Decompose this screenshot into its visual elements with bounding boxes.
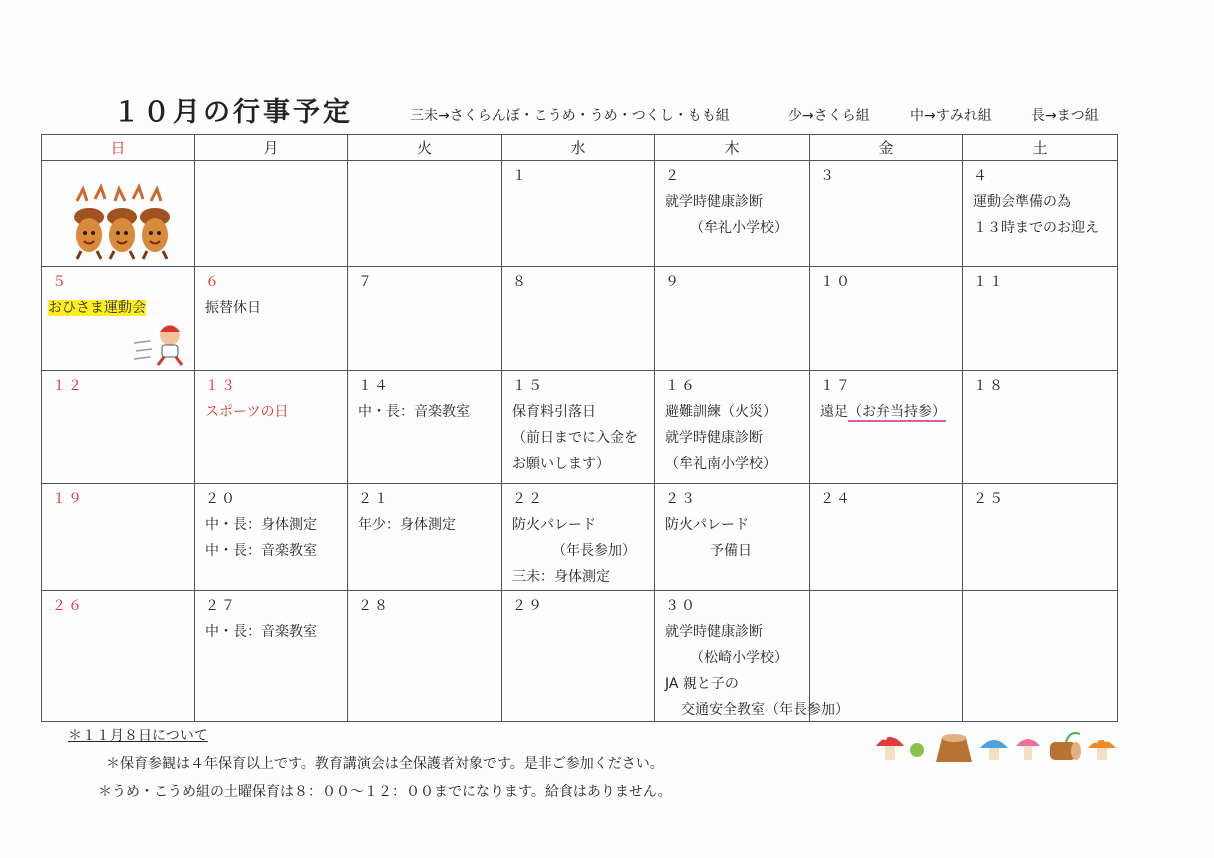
calendar-cell [963, 267, 1118, 371]
calendar-cell [963, 371, 1118, 484]
day-number: １７ [820, 378, 852, 394]
day-number: １ [512, 168, 528, 184]
day-number: ９ [665, 274, 681, 290]
calendar-cell [195, 267, 348, 371]
calendar-cell [810, 161, 963, 267]
event-text: （年長参加） [552, 543, 636, 559]
calendar-cell [655, 591, 849, 722]
calendar-cell [348, 371, 502, 484]
calendar-cell [655, 267, 810, 371]
day-number: ３ [820, 168, 836, 184]
event-text-underlined: （お弁当持参） [848, 404, 946, 420]
day-number: ２４ [820, 491, 852, 507]
weekday-header: 金 [810, 135, 963, 161]
calendar-cell [195, 484, 348, 591]
legend-item: 中→すみれ組 [910, 108, 992, 124]
day-number: ２ [665, 168, 681, 184]
day-number: １３ [205, 378, 237, 394]
event-text: 就学時健康診断 [665, 430, 763, 446]
day-number: ２１ [358, 491, 390, 507]
weekday-header: 日 [42, 135, 195, 161]
day-number: ３０ [665, 598, 697, 614]
calendar-cell [348, 267, 502, 371]
calendar-cell [963, 484, 1118, 591]
calendar-cell [195, 591, 348, 722]
calendar-cell [195, 161, 348, 267]
note-line: ＊保育参観は４年保育以上です。教育講演会は全保護者対象です。是非ご参加ください。 [106, 756, 664, 772]
weekday-header: 土 [963, 135, 1118, 161]
day-number: １５ [512, 378, 544, 394]
event-text: JA 親と子の [665, 676, 739, 692]
event-text: 交通安全教室（年長参加） [681, 702, 849, 718]
event-text: 防火パレード [665, 517, 749, 533]
legend-item: 長→まつ組 [1031, 108, 1099, 124]
day-number: ２７ [205, 598, 237, 614]
calendar-cell [810, 267, 963, 371]
event-text: 中・長：音楽教室 [205, 543, 317, 559]
event-text: （牟礼南小学校） [665, 456, 777, 472]
calendar-cell [963, 591, 1118, 722]
calendar-cell [42, 591, 195, 722]
day-number: ２３ [665, 491, 697, 507]
day-number: １６ [665, 378, 697, 394]
week-row [42, 591, 1118, 722]
weekday-header: 月 [195, 135, 348, 161]
event-text: 避難訓練（火災） [665, 404, 777, 420]
week-row [42, 161, 1118, 267]
calendar-cell [810, 371, 963, 484]
calendar-cell [502, 484, 655, 591]
weekday-header: 水 [502, 135, 655, 161]
day-number: ８ [512, 274, 528, 290]
calendar-cell [502, 161, 655, 267]
event-text: 防火パレード [512, 517, 596, 533]
page-title: １０月の行事予定 [113, 97, 353, 128]
legend-item: 三未→さくらんぼ・こうめ・うめ・つくし・もも組 [410, 108, 730, 124]
calendar-cell [502, 371, 655, 484]
acorn-characters-illustration [67, 183, 177, 263]
calendar-cell [42, 371, 195, 484]
event-text: 保育料引落日 [512, 404, 596, 420]
calendar-cell [42, 484, 195, 591]
calendar-cell [655, 371, 810, 484]
day-number: ５ [52, 274, 68, 290]
calendar-cell [963, 161, 1118, 267]
day-number: ２８ [358, 598, 390, 614]
event-text: おひさま運動会 [48, 300, 146, 316]
day-number: １１ [973, 274, 1005, 290]
weekday-header: 火 [348, 135, 502, 161]
event-text: 三未：身体測定 [512, 569, 610, 585]
calendar-cell [42, 161, 195, 267]
calendar-cell [348, 591, 502, 722]
day-number: ２５ [973, 491, 1005, 507]
calendar-cell [348, 161, 502, 267]
calendar-table [41, 134, 1118, 722]
calendar-cell [348, 484, 502, 591]
event-text: 就学時健康診断 [665, 194, 763, 210]
calendar-cell [655, 484, 810, 591]
event-text: 運動会準備の為 [973, 194, 1071, 210]
week-row [42, 371, 1118, 484]
weekday-header: 木 [655, 135, 810, 161]
day-number: １０ [820, 274, 852, 290]
notes-heading: ＊１１月８日について [68, 728, 208, 744]
event-text: スポーツの日 [205, 404, 289, 420]
event-text: 中・長：音楽教室 [205, 624, 317, 640]
day-number: １９ [52, 491, 84, 507]
event-text: 年少：身体測定 [358, 517, 456, 533]
event-text: 中・長：音楽教室 [358, 404, 470, 420]
event-text: （前日までに入金を [512, 430, 638, 446]
calendar-cell [502, 267, 655, 371]
day-number: ２９ [512, 598, 544, 614]
day-number: １４ [358, 378, 390, 394]
week-row [42, 484, 1118, 591]
event-text: 中・長：身体測定 [205, 517, 317, 533]
day-number: ２０ [205, 491, 237, 507]
calendar-cell [502, 591, 655, 722]
event-text: 振替休日 [205, 300, 261, 316]
event-text: 遠足 [820, 404, 848, 420]
calendar-cell [810, 484, 963, 591]
weekday-header-row [42, 135, 1118, 161]
event-text: お願いします） [512, 456, 610, 472]
calendar-cell [42, 267, 195, 371]
calendar-cell [655, 161, 810, 267]
running-child-illustration [132, 319, 194, 369]
event-text: （牟礼小学校） [690, 220, 788, 236]
day-number: ７ [358, 274, 374, 290]
notes-section [68, 722, 672, 806]
day-number: １２ [52, 378, 84, 394]
calendar-cell [195, 371, 348, 484]
event-text: 予備日 [710, 543, 752, 559]
day-number: ４ [973, 168, 989, 184]
day-number: ２２ [512, 491, 544, 507]
event-text: 就学時健康診断 [665, 624, 763, 640]
event-text: １３時までのお迎え [973, 220, 1099, 236]
note-line: ＊うめ・こうめ組の土曜保育は８：００～１２：００までになります。給食はありません。 [98, 784, 672, 800]
day-number: ６ [205, 274, 221, 290]
day-number: ２６ [52, 598, 84, 614]
week-row [42, 267, 1118, 371]
event-text: （松崎小学校） [690, 650, 788, 666]
legend-item: 少→さくら組 [788, 108, 870, 124]
mushroom-and-stump-border-illustration [870, 728, 1130, 768]
day-number: １８ [973, 378, 1005, 394]
